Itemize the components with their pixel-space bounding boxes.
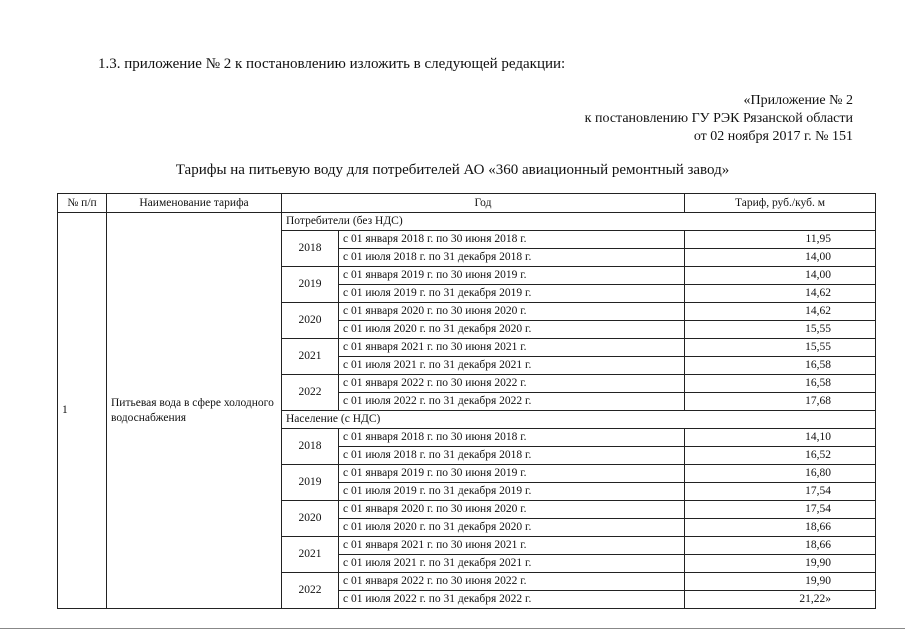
year-cell: 2019 xyxy=(282,267,339,303)
intro-paragraph: 1.3. приложение № 2 к постановлению изложить в следующей редакции: xyxy=(98,56,566,72)
tariff-value-cell: 14,00 xyxy=(685,249,876,267)
tariff-value-cell: 16,58 xyxy=(685,375,876,393)
header-tariff: Тариф, руб./куб. м xyxy=(685,194,876,213)
tariff-value-cell: 17,54 xyxy=(685,483,876,501)
tariff-value-cell: 14,10 xyxy=(685,429,876,447)
tariff-table xyxy=(57,193,876,609)
appendix-line-3: от 02 ноября 2017 г. № 151 xyxy=(693,129,853,144)
period-cell: с 01 января 2019 г. по 30 июня 2019 г. xyxy=(339,465,685,483)
year-cell: 2022 xyxy=(282,573,339,609)
group-label: Население (с НДС) xyxy=(282,411,876,429)
row-number: 1 xyxy=(58,213,107,609)
tariff-value-cell: 16,52 xyxy=(685,447,876,465)
tariff-name: Питьевая вода в сфере холодного водоснабжения xyxy=(107,213,282,609)
period-cell: с 01 января 2021 г. по 30 июня 2021 г. xyxy=(339,339,685,357)
period-cell: с 01 июля 2018 г. по 31 декабря 2018 г. xyxy=(339,249,685,267)
appendix-block xyxy=(585,92,853,146)
period-cell: с 01 января 2021 г. по 30 июня 2021 г. xyxy=(339,537,685,555)
group-label: Потребители (без НДС) xyxy=(282,213,876,231)
period-cell: с 01 января 2022 г. по 30 июня 2022 г. xyxy=(339,573,685,591)
period-cell: с 01 января 2018 г. по 30 июня 2018 г. xyxy=(339,429,685,447)
document-title: Тарифы на питьевую воду для потребителей АО «360 авиационный ремонтный завод» xyxy=(175,162,730,178)
period-cell: с 01 июля 2019 г. по 31 декабря 2019 г. xyxy=(339,285,685,303)
tariff-value-cell: 16,58 xyxy=(685,357,876,375)
tariff-value-cell: 17,54 xyxy=(685,501,876,519)
period-cell: с 01 июля 2022 г. по 31 декабря 2022 г. xyxy=(339,393,685,411)
period-cell: с 01 июля 2020 г. по 31 декабря 2020 г. xyxy=(339,519,685,537)
header-num: № п/п xyxy=(58,194,107,213)
tariff-value-cell: 19,90 xyxy=(685,573,876,591)
year-cell: 2021 xyxy=(282,537,339,573)
header-year: Год xyxy=(282,194,685,213)
header-name: Наименование тарифа xyxy=(107,194,282,213)
period-cell: с 01 июля 2018 г. по 31 декабря 2018 г. xyxy=(339,447,685,465)
tariff-value-cell: 16,80 xyxy=(685,465,876,483)
table-header-row xyxy=(58,194,876,213)
appendix-line-2: к постановлению ГУ РЭК Рязанской области xyxy=(584,111,853,126)
group-row xyxy=(58,213,876,231)
tariff-value-cell: 15,55 xyxy=(685,321,876,339)
period-cell: с 01 июля 2019 г. по 31 декабря 2019 г. xyxy=(339,483,685,501)
period-cell: с 01 июля 2022 г. по 31 декабря 2022 г. xyxy=(339,591,685,609)
period-cell: с 01 января 2019 г. по 30 июня 2019 г. xyxy=(339,267,685,285)
year-cell: 2021 xyxy=(282,339,339,375)
tariff-value-cell: 14,00 xyxy=(685,267,876,285)
tariff-value-cell: 14,62 xyxy=(685,285,876,303)
year-cell: 2020 xyxy=(282,501,339,537)
tariff-value-cell: 11,95 xyxy=(685,231,876,249)
period-cell: с 01 июля 2021 г. по 31 декабря 2021 г. xyxy=(339,357,685,375)
period-cell: с 01 января 2022 г. по 30 июня 2022 г. xyxy=(339,375,685,393)
tariff-value-cell: 17,68 xyxy=(685,393,876,411)
tariff-value-cell: 14,62 xyxy=(685,303,876,321)
year-cell: 2018 xyxy=(282,231,339,267)
appendix-line-1: «Приложение № 2 xyxy=(743,93,853,108)
year-cell: 2018 xyxy=(282,429,339,465)
tariff-value-cell: 15,55 xyxy=(685,339,876,357)
period-cell: с 01 июля 2021 г. по 31 декабря 2021 г. xyxy=(339,555,685,573)
period-cell: с 01 января 2020 г. по 30 июня 2020 г. xyxy=(339,303,685,321)
tariff-value-cell: 21,22» xyxy=(685,591,876,609)
tariff-value-cell: 18,66 xyxy=(685,519,876,537)
year-cell: 2022 xyxy=(282,375,339,411)
tariff-value-cell: 18,66 xyxy=(685,537,876,555)
year-cell: 2020 xyxy=(282,303,339,339)
period-cell: с 01 июля 2020 г. по 31 декабря 2020 г. xyxy=(339,321,685,339)
period-cell: с 01 января 2018 г. по 30 июня 2018 г. xyxy=(339,231,685,249)
period-cell: с 01 января 2020 г. по 30 июня 2020 г. xyxy=(339,501,685,519)
table-body xyxy=(58,213,876,609)
tariff-value-cell: 19,90 xyxy=(685,555,876,573)
year-cell: 2019 xyxy=(282,465,339,501)
page-edge-line xyxy=(0,628,905,629)
